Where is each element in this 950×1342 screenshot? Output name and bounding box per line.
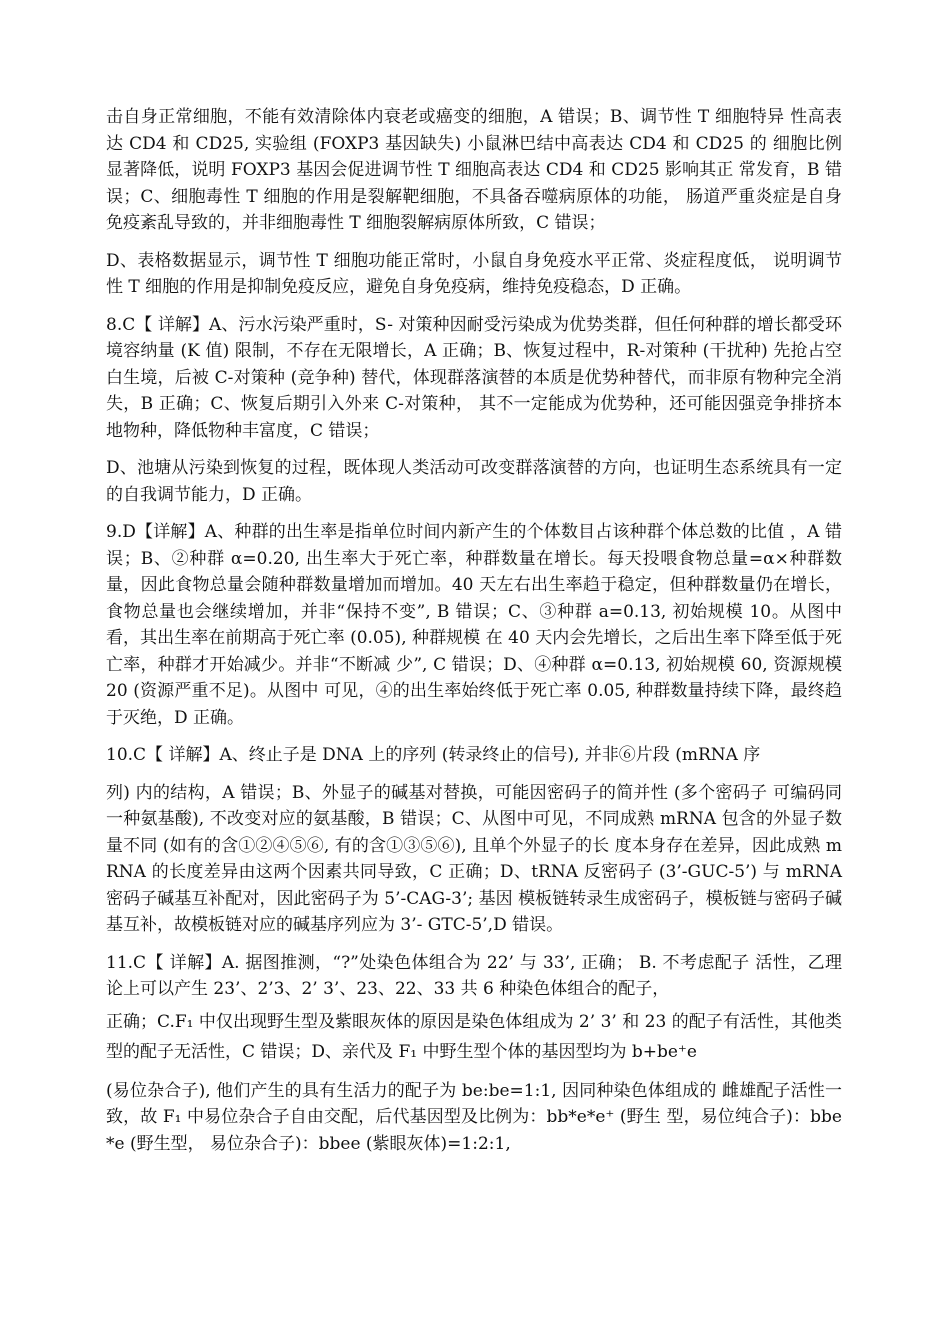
paragraph-11: 11.C【 详解】A. 据图推测，“?”处染色体组合为 22’ 与 33’, 正确； B. 不考虑配子 活性，乙理论上可以产生 23’、2’3、2’ 3’、23、22、33 共 6 种染色体组合的配子， xyxy=(106,952,842,999)
paragraph-7-continued: 击自身正常细胞，不能有效清除体内衰老或癌变的细胞，A 错误；B、调节性 T 细胞特异 性高表达 CD4 和 CD25, 实验组 (FOXP3 基因缺失) 小鼠淋巴结中高表达 CD4 和 CD25 的 细胞比例显著降低，说明 FOXP3 基因会促进调节性 T 细胞高表达 CD4 和 CD25 影响其正 常发育，B 错误；C、细胞毒性 T 细胞的作用是裂解靶细胞，不具备吞噬病原体的功能， 肠道严重炎症是自身免疫紊乱导致的，并非细胞毒性 T 细胞裂解病原体所致，C 错误； xyxy=(106,107,842,233)
paragraph-7-option-d: D、表格数据显示，调节性 T 细胞功能正常时，小鼠自身免疫水平正常、炎症程度低， 说明调节性 T 细胞的作用是抑制免疫反应，避免自身免疫病，维持免疫稳态，D 正确。 xyxy=(106,250,842,297)
paragraph-8: 8.C【 详解】A、污水污染严重时，S- 对策种因耐受污染成为优势类群，但任何种群的增长都受环境容纳量 (K 值) 限制，不存在无限增长，A 正确；B、恢复过程中，R-对策种 (干扰种) 先抢占空白生境，后被 C-对策种 (竞争种) 替代，体现群落演替的本质是优势种替代，而非原有物种完全消失，B 正确；C、恢复后期引入外来 C-对策种， 其不一定能成为优势种，还可能因强竞争排挤本地物种，降低物种丰富度，C 错误； xyxy=(106,314,842,441)
paragraph-10-first-line: 10.C【 详解】A、终止子是 DNA 上的序列 (转录终止的信号), 并非⑥片段 (mRNA 序 xyxy=(106,745,761,765)
paragraph-11-option-d: (易位杂合子), 他们产生的具有生活力的配子为 be:be=1:1, 因同种染色体组成的 雌雄配子活性一致，故 F₁ 中易位杂合子自由交配，后代基因型及比例为：bb*e*e⁺ (野生 型，易位纯合子)：bbe*e (野生型， 易位杂合子)：bbee (紫眼灰体)=1:2:1, xyxy=(106,1080,842,1154)
paragraph-11-option-c: 正确；C.F₁ 中仅出现野生型及紫眼灰体的原因是染色体组成为 2’ 3’ 和 23 的配子有活性，其他类型的配子无活性，C 错误；D、亲代及 F₁ 中野生型个体的基因型均为 b+be⁺e xyxy=(106,1011,842,1062)
document-page xyxy=(106,104,842,1168)
paragraph-8-option-d: D、池塘从污染到恢复的过程，既体现人类活动可改变群落演替的方向，也证明生态系统具有一定的自我调节能力，D 正确。 xyxy=(106,458,842,505)
paragraph-9: 9.D【详解】A、种群的出生率是指单位时间内新产生的个体数目占该种群个体总数的比值 ，A 错误；B、②种群 α=0.20, 出生率大于死亡率，种群数量在增长。每天投喂食物总量=α×种群数量，因此食物总量会随种群数量增加而增加。40 天左右出生率趋于稳定，但种群数量仍在增长，食物总量也会继续增加，并非“保持不变”, B 错误；C、③种群 a=0.13, 初始规模 10。从图中看，其出生率在前期高于死亡率 (0.05), 种群规模 在 40 天内会先增长，之后出生率下降至低于死亡率，种群才开始减少。并非“不断减 少”, C 错误；D、④种群 α=0.13, 初始规模 60, 资源规模 20 (资源严重不足)。从图中 可见，④的出生率始终低于死亡率 0.05, 种群数量持续下降，最终趋于灭绝，D 正确。 xyxy=(106,522,842,728)
paragraph-10: 列) 内的结构，A 错误；B、外显子的碱基对替换，可能因密码子的简并性 (多个密码子 可编码同一种氨基酸), 不改变对应的氨基酸，B 错误；C、从图中可见，不同成熟 mRNA 包含的外显子数量不同 (如有的含①②④⑤⑥, 有的含①③⑤⑥), 且单个外显子的长 度本身存在差异，因此成熟 mRNA 的长度差异由这两个因素共同导致，C 正确；D、tRNA 反密码子 (3’-GUC-5’) 与 mRNA 密码子碱基互补配对，因此密码子为 5’-CAG-3’; 基因 模板链转录生成密码子，模板链与密码子碱基互补，故模板链对应的碱基序列应为 3’- GTC-5’,D 错误。 xyxy=(106,782,842,935)
